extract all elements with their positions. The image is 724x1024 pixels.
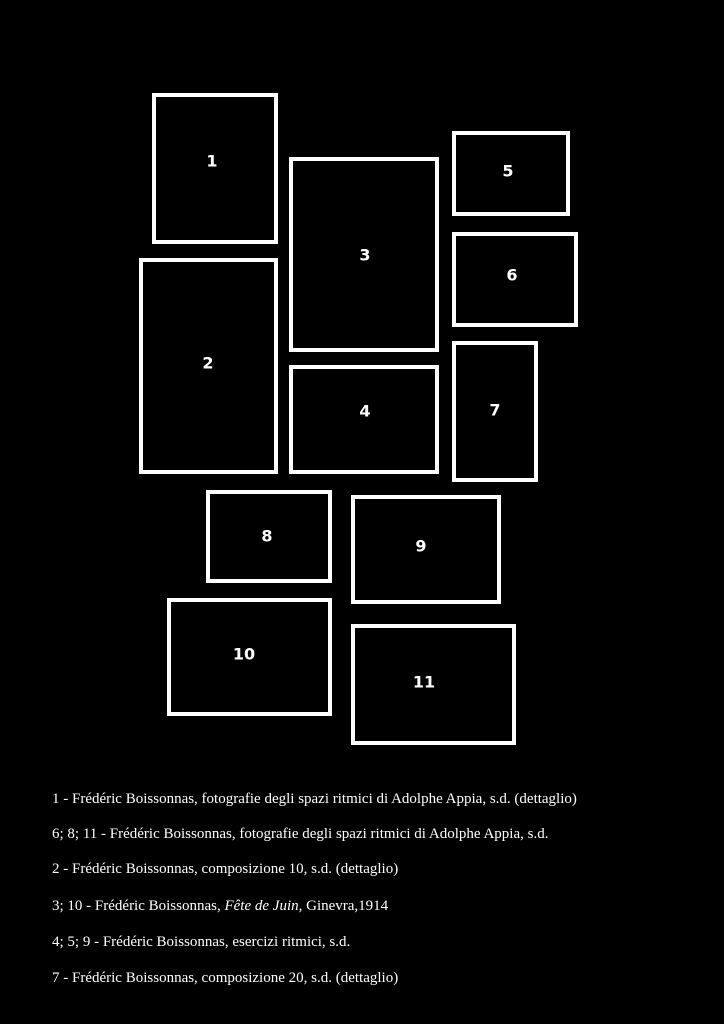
caption-4-suffix: , Ginevra,1914: [298, 898, 389, 914]
frame-number-4: 4: [359, 401, 371, 421]
frame-number-7: 7: [489, 400, 501, 420]
caption-2: 6; 8; 11 - Frédéric Boissonnas, fotografie degli spazi ritmici di Adolphe Appia, s.d.: [52, 826, 549, 842]
frame-number-2: 2: [202, 353, 214, 373]
caption-4-prefix: 3; 10 - Frédéric Boissonnas,: [52, 898, 225, 914]
frame-number-1: 1: [206, 151, 218, 171]
frame-number-10: 10: [232, 644, 256, 664]
caption-4-title: Fête de Juin: [224, 898, 299, 914]
frame-number-6: 6: [506, 265, 518, 285]
caption-1: 1 - Frédéric Boissonnas, fotografie degli spazi ritmici di Adolphe Appia, s.d. (dettaglio): [52, 791, 577, 807]
frame-number-3: 3: [359, 245, 371, 265]
caption-4: [52, 897, 388, 915]
caption-5: 4; 5; 9 - Frédéric Boissonnas, esercizi ritmici, s.d.: [52, 934, 351, 950]
caption-6: 7 - Frédéric Boissonnas, composizione 20, s.d. (dettaglio): [52, 970, 399, 986]
frame-number-8: 8: [261, 526, 273, 546]
caption-3: 2 - Frédéric Boissonnas, composizione 10, s.d. (dettaglio): [52, 861, 399, 877]
frame-number-11: 11: [412, 672, 436, 692]
frame-number-9: 9: [415, 536, 427, 556]
frame-number-5: 5: [502, 161, 514, 181]
